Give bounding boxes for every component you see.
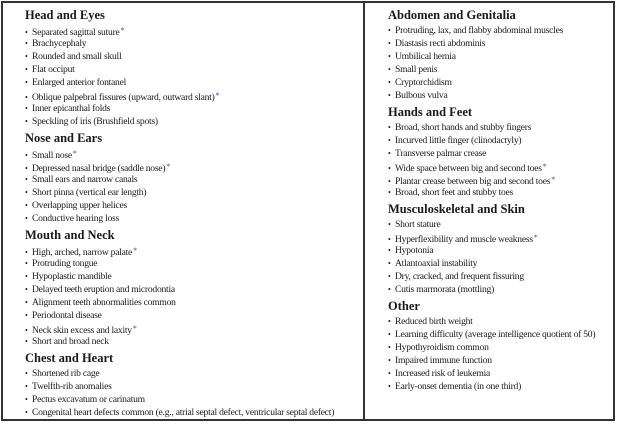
item-text: Speckling of iris (Brushfield spots) xyxy=(32,116,158,127)
list-item xyxy=(25,147,361,160)
list-item xyxy=(25,367,361,380)
list-item xyxy=(25,335,361,348)
asterisk-marker: * xyxy=(120,26,125,35)
list-item xyxy=(25,173,361,186)
list-item xyxy=(388,341,616,354)
item-text: Cryptorchidism xyxy=(395,77,452,88)
bullet-icon: • xyxy=(25,151,28,160)
bullet-icon: • xyxy=(25,201,28,210)
list-item xyxy=(388,24,616,37)
section xyxy=(388,102,616,199)
bullet-icon: • xyxy=(25,214,28,223)
feature-list xyxy=(25,24,361,128)
list-item xyxy=(388,50,616,63)
section-title: Abdomen and Genitalia xyxy=(388,8,516,22)
item-text: Twelfth-rib anomalies xyxy=(32,381,112,392)
bullet-icon: • xyxy=(388,382,391,391)
feature-list xyxy=(25,147,361,225)
list-item xyxy=(388,186,616,199)
list-item xyxy=(25,257,361,270)
bullet-icon: • xyxy=(25,285,28,294)
column-divider xyxy=(363,3,365,419)
item-text: Flat occiput xyxy=(32,64,75,75)
item-text: Bulbous vulva xyxy=(395,90,448,101)
bullet-icon: • xyxy=(25,248,28,257)
bullet-icon: • xyxy=(388,356,391,365)
list-item xyxy=(388,328,616,341)
bullet-icon: • xyxy=(388,220,391,229)
item-text: Hyperflexibility and muscle weakness xyxy=(395,234,533,245)
list-item xyxy=(25,50,361,63)
bullet-icon: • xyxy=(25,298,28,307)
item-text: Hypotonia xyxy=(395,245,434,256)
asterisk-marker: * xyxy=(72,149,77,158)
bullet-icon: • xyxy=(388,136,391,145)
list-item xyxy=(25,283,361,296)
section xyxy=(25,348,361,419)
item-text: Protruding, lax, and flabby abdominal muscles xyxy=(395,25,564,36)
list-item xyxy=(25,393,361,406)
item-text: Short pinna (vertical ear length) xyxy=(32,187,147,198)
list-item xyxy=(388,283,616,296)
bullet-icon: • xyxy=(25,175,28,184)
bullet-icon: • xyxy=(388,177,391,186)
list-item xyxy=(25,322,361,335)
bullet-icon: • xyxy=(388,259,391,268)
item-text: Delayed teeth eruption and microdontia xyxy=(32,284,175,295)
list-item xyxy=(388,76,616,89)
list-item xyxy=(25,406,361,419)
bullet-icon: • xyxy=(388,65,391,74)
item-text: Small ears and narrow canals xyxy=(32,174,138,185)
section-title: Mouth and Neck xyxy=(25,228,115,242)
item-text: Learning difficulty (average intelligence quotient of 50) xyxy=(395,329,596,340)
list-item xyxy=(388,231,616,244)
list-item xyxy=(388,354,616,367)
section xyxy=(25,225,361,348)
section xyxy=(25,3,361,128)
bullet-icon: • xyxy=(25,28,28,37)
item-text: Conductive hearing loss xyxy=(32,213,119,224)
section-title: Hands and Feet xyxy=(388,105,473,119)
asterisk-marker: * xyxy=(133,246,137,255)
bullet-icon: • xyxy=(25,65,28,74)
bullet-icon: • xyxy=(388,235,391,244)
item-text: Rounded and small skull xyxy=(32,51,122,62)
feature-list xyxy=(25,367,361,419)
asterisk-marker: * xyxy=(542,162,547,171)
item-text: Enlarged anterior fontanel xyxy=(32,77,127,88)
bullet-icon: • xyxy=(388,246,391,255)
item-text: Hypoplastic mandible xyxy=(32,271,112,282)
bullet-icon: • xyxy=(388,91,391,100)
item-text: Neck skin excess and laxity xyxy=(32,325,132,336)
bullet-icon: • xyxy=(388,272,391,281)
item-text: Umbilical hernia xyxy=(395,51,456,62)
list-item xyxy=(25,37,361,50)
list-item xyxy=(25,380,361,393)
bullet-icon: • xyxy=(388,52,391,61)
item-text: Broad, short hands and stubby fingers xyxy=(395,122,532,133)
feature-list xyxy=(388,315,616,393)
item-text: Brachycephaly xyxy=(32,38,87,49)
list-item xyxy=(388,160,616,173)
bullet-icon: • xyxy=(388,317,391,326)
item-text: Pectus excavatum or carinatum xyxy=(32,394,145,405)
asterisk-marker: * xyxy=(533,233,538,242)
list-item xyxy=(388,218,616,231)
bullet-icon: • xyxy=(25,326,28,335)
bullet-icon: • xyxy=(388,369,391,378)
item-text: Increased risk of leukemia xyxy=(395,368,490,379)
list-item xyxy=(388,380,616,393)
list-item xyxy=(388,367,616,380)
bullet-icon: • xyxy=(25,311,28,320)
list-item xyxy=(25,244,361,257)
bullet-icon: • xyxy=(25,337,28,346)
item-text: Dry, cracked, and frequent fissuring xyxy=(395,271,524,282)
bullet-icon: • xyxy=(388,39,391,48)
feature-list xyxy=(388,24,616,102)
bullet-icon: • xyxy=(25,117,28,126)
item-text: Hypothyroidism common xyxy=(395,342,489,353)
bullet-icon: • xyxy=(25,259,28,268)
bullet-icon: • xyxy=(25,78,28,87)
item-text: Short stature xyxy=(395,219,441,230)
item-text: Impaired immune function xyxy=(395,355,492,366)
section xyxy=(25,128,361,225)
section-title: Chest and Heart xyxy=(25,351,114,365)
list-item xyxy=(388,315,616,328)
bullet-icon: • xyxy=(25,272,28,281)
bullet-icon: • xyxy=(25,382,28,391)
section xyxy=(388,3,616,102)
item-text: Congenital heart defects common (e.g., atrial septal defect, ventricular septal defect) xyxy=(32,407,335,418)
item-text: Broad, short feet and stubby toes xyxy=(395,187,514,198)
bullet-icon: • xyxy=(25,408,28,417)
item-text: Small nose xyxy=(32,150,72,161)
item-text: Shortened rib cage xyxy=(32,368,100,379)
list-item xyxy=(388,173,616,186)
bullet-icon: • xyxy=(25,369,28,378)
item-text: Alignment teeth abnormalities common xyxy=(32,297,176,308)
list-item xyxy=(25,212,361,225)
section xyxy=(388,296,616,393)
list-item xyxy=(25,160,361,173)
item-text: Early-onset dementia (in one third) xyxy=(395,381,522,392)
section-title: Other xyxy=(388,299,420,313)
bullet-icon: • xyxy=(25,39,28,48)
bullet-icon: • xyxy=(25,164,28,173)
list-item xyxy=(25,115,361,128)
list-item xyxy=(25,76,361,89)
feature-list xyxy=(25,244,361,348)
asterisk-marker: * xyxy=(551,175,555,184)
section-title: Head and Eyes xyxy=(25,8,105,22)
item-text: Short and broad neck xyxy=(32,336,109,347)
bullet-icon: • xyxy=(25,104,28,113)
list-item xyxy=(25,63,361,76)
section-title: Musculoskeletal and Skin xyxy=(388,202,525,216)
list-item xyxy=(388,134,616,147)
bullet-icon: • xyxy=(25,188,28,197)
bullet-icon: • xyxy=(388,164,391,173)
bullet-icon: • xyxy=(388,123,391,132)
feature-list xyxy=(388,121,616,199)
bullet-icon: • xyxy=(388,188,391,197)
item-text: Small penis xyxy=(395,64,438,75)
item-text: Diastasis recti abdominis xyxy=(395,38,486,49)
item-text: High, arched, narrow palate xyxy=(32,247,133,258)
bullet-icon: • xyxy=(388,149,391,158)
left-column xyxy=(25,3,361,419)
bullet-icon: • xyxy=(25,52,28,61)
item-text: Overlapping upper helices xyxy=(32,200,127,211)
item-text: Protruding tongue xyxy=(32,258,98,269)
bullet-icon: • xyxy=(388,78,391,87)
item-text: Inner epicanthal folds xyxy=(32,103,111,114)
list-item xyxy=(25,24,361,37)
bullet-icon: • xyxy=(388,285,391,294)
item-text: Wide space between big and second toes xyxy=(395,163,542,174)
asterisk-marker: * xyxy=(132,324,137,333)
item-text: Atlantoaxial instability xyxy=(395,258,478,269)
item-text: Plantar crease between big and second toes xyxy=(395,176,551,187)
list-item xyxy=(388,147,616,160)
list-item xyxy=(25,296,361,309)
item-text: Cutis marmorata (mottling) xyxy=(395,284,495,295)
bullet-icon: • xyxy=(388,330,391,339)
list-item xyxy=(388,37,616,50)
list-item xyxy=(388,244,616,257)
list-item xyxy=(25,89,361,102)
list-item xyxy=(25,199,361,212)
bullet-icon: • xyxy=(25,93,28,102)
item-text: Separated sagittal suture xyxy=(32,27,120,38)
features-table xyxy=(1,1,615,421)
bullet-icon: • xyxy=(388,26,391,35)
item-text: Depressed nasal bridge (saddle nose) xyxy=(32,163,166,174)
item-text: Reduced birth weight xyxy=(395,316,473,327)
asterisk-marker: * xyxy=(166,162,171,171)
list-item xyxy=(25,186,361,199)
feature-list xyxy=(388,218,616,296)
item-text: Periodontal disease xyxy=(32,310,102,321)
asterisk-marker: * xyxy=(215,91,220,100)
item-text: Incurved little finger (clinodactyly) xyxy=(395,135,522,146)
list-item xyxy=(25,102,361,115)
bullet-icon: • xyxy=(25,395,28,404)
list-item xyxy=(388,257,616,270)
section-title: Nose and Ears xyxy=(25,131,103,145)
section xyxy=(388,199,616,296)
right-column xyxy=(388,3,616,393)
bullet-icon: • xyxy=(388,343,391,352)
list-item xyxy=(25,309,361,322)
list-item xyxy=(388,89,616,102)
item-text: Oblique palpebral fissures (upward, outward slant) xyxy=(32,92,215,103)
list-item xyxy=(388,270,616,283)
item-text: Transverse palmar crease xyxy=(395,148,487,159)
list-item xyxy=(388,63,616,76)
list-item xyxy=(388,121,616,134)
list-item xyxy=(25,270,361,283)
